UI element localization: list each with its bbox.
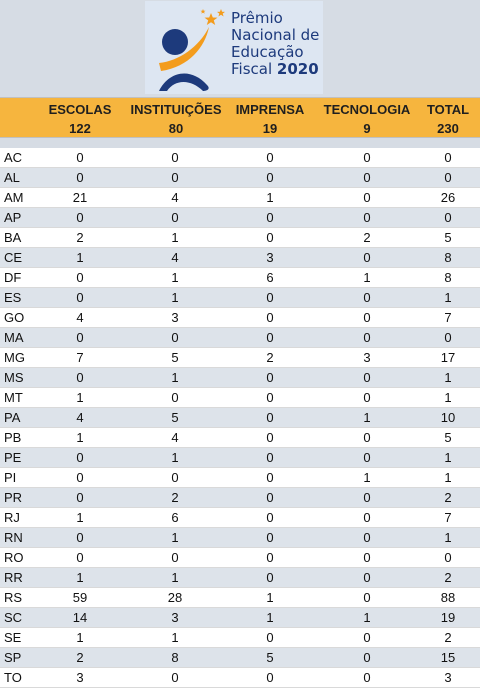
table-row bbox=[0, 148, 480, 168]
table-header bbox=[0, 97, 480, 138]
instituicoes-cell: 0 bbox=[171, 330, 179, 345]
imprensa-cell: 2 bbox=[266, 350, 274, 365]
state-cell: AC bbox=[4, 150, 23, 165]
instituicoes-cell: 1 bbox=[171, 630, 179, 645]
state-cell: RR bbox=[4, 570, 23, 585]
escolas-cell: 0 bbox=[76, 450, 84, 465]
tecnologia-cell: 3 bbox=[363, 350, 371, 365]
tecnologia-cell: 0 bbox=[363, 150, 371, 165]
tecnologia-cell: 0 bbox=[363, 510, 371, 525]
tecnologia-cell: 0 bbox=[363, 370, 371, 385]
imprensa-cell: 0 bbox=[266, 370, 274, 385]
table-row bbox=[0, 288, 480, 308]
header-label: ESCOLAS bbox=[48, 102, 112, 117]
escolas-cell: 0 bbox=[76, 270, 84, 285]
header-tecnologia bbox=[322, 98, 412, 139]
state-cell: MS bbox=[4, 370, 24, 385]
logo-text bbox=[231, 10, 323, 78]
table-row bbox=[0, 268, 480, 288]
tecnologia-cell: 0 bbox=[363, 650, 371, 665]
state-cell: TO bbox=[4, 670, 22, 685]
escolas-cell: 1 bbox=[76, 630, 84, 645]
imprensa-cell: 0 bbox=[266, 530, 274, 545]
header-total: 230 bbox=[437, 121, 459, 136]
table-body bbox=[0, 148, 480, 688]
state-cell: SC bbox=[4, 610, 23, 625]
instituicoes-cell: 1 bbox=[171, 290, 179, 305]
escolas-cell: 0 bbox=[76, 170, 84, 185]
total-cell: 0 bbox=[444, 170, 452, 185]
state-cell: AP bbox=[4, 210, 22, 225]
tecnologia-cell: 0 bbox=[363, 190, 371, 205]
table-row bbox=[0, 608, 480, 628]
logo-line3: Educação bbox=[231, 43, 304, 61]
total-cell: 15 bbox=[440, 650, 456, 665]
instituicoes-cell: 0 bbox=[171, 470, 179, 485]
logo-band bbox=[0, 0, 480, 97]
state-cell: PB bbox=[4, 430, 22, 445]
header-instituicoes bbox=[128, 98, 224, 139]
total-cell: 0 bbox=[444, 550, 452, 565]
header-total: 122 bbox=[69, 121, 91, 136]
header-total: 9 bbox=[363, 121, 371, 136]
tecnologia-cell: 0 bbox=[363, 550, 371, 565]
imprensa-cell: 6 bbox=[266, 270, 274, 285]
imprensa-cell: 0 bbox=[266, 470, 274, 485]
total-cell: 0 bbox=[444, 210, 452, 225]
imprensa-cell: 0 bbox=[266, 450, 274, 465]
table-row bbox=[0, 348, 480, 368]
total-cell: 1 bbox=[444, 530, 452, 545]
imprensa-cell: 3 bbox=[266, 250, 274, 265]
tecnologia-cell: 0 bbox=[363, 590, 371, 605]
state-cell: SP bbox=[4, 650, 22, 665]
total-cell: 1 bbox=[444, 470, 452, 485]
table-row bbox=[0, 628, 480, 648]
tecnologia-cell: 0 bbox=[363, 670, 371, 685]
tecnologia-cell: 0 bbox=[363, 170, 371, 185]
total-cell: 19 bbox=[440, 610, 456, 625]
state-cell: RS bbox=[4, 590, 23, 605]
total-cell: 2 bbox=[444, 570, 452, 585]
state-cell: PE bbox=[4, 450, 22, 465]
state-cell: DF bbox=[4, 270, 22, 285]
header-total-col bbox=[412, 98, 480, 139]
escolas-cell: 59 bbox=[72, 590, 88, 605]
instituicoes-cell: 28 bbox=[167, 590, 183, 605]
table-row bbox=[0, 368, 480, 388]
escolas-cell: 2 bbox=[76, 650, 84, 665]
escolas-cell: 1 bbox=[76, 510, 84, 525]
escolas-cell: 0 bbox=[76, 470, 84, 485]
tecnologia-cell: 1 bbox=[363, 410, 371, 425]
logo-line2: Nacional de bbox=[231, 26, 320, 44]
imprensa-cell: 0 bbox=[266, 290, 274, 305]
state-cell: MA bbox=[4, 330, 24, 345]
tecnologia-cell: 0 bbox=[363, 630, 371, 645]
tecnologia-cell: 0 bbox=[363, 210, 371, 225]
tecnologia-cell: 0 bbox=[363, 290, 371, 305]
logo-line1: Prêmio bbox=[231, 9, 283, 27]
escolas-cell: 0 bbox=[76, 290, 84, 305]
table-row bbox=[0, 248, 480, 268]
state-cell: PR bbox=[4, 490, 23, 505]
tecnologia-cell: 0 bbox=[363, 530, 371, 545]
state-cell: BA bbox=[4, 230, 22, 245]
instituicoes-cell: 0 bbox=[171, 390, 179, 405]
escolas-cell: 14 bbox=[72, 610, 88, 625]
escolas-cell: 4 bbox=[76, 410, 84, 425]
escolas-cell: 2 bbox=[76, 230, 84, 245]
tecnologia-cell: 1 bbox=[363, 270, 371, 285]
total-cell: 26 bbox=[440, 190, 456, 205]
table-row bbox=[0, 508, 480, 528]
logo-year: 2020 bbox=[276, 60, 319, 78]
header-label: INSTITUIÇÕES bbox=[130, 102, 222, 117]
table-row bbox=[0, 168, 480, 188]
instituicoes-cell: 1 bbox=[171, 270, 179, 285]
tecnologia-cell: 0 bbox=[363, 430, 371, 445]
state-cell: PI bbox=[4, 470, 17, 485]
imprensa-cell: 0 bbox=[266, 490, 274, 505]
tecnologia-cell: 1 bbox=[363, 470, 371, 485]
escolas-cell: 3 bbox=[76, 670, 84, 685]
instituicoes-cell: 1 bbox=[171, 370, 179, 385]
instituicoes-cell: 6 bbox=[171, 510, 179, 525]
table-row bbox=[0, 328, 480, 348]
total-cell: 1 bbox=[444, 390, 452, 405]
instituicoes-cell: 1 bbox=[171, 450, 179, 465]
header-total: 19 bbox=[262, 121, 278, 136]
header-total: 80 bbox=[168, 121, 184, 136]
table-row bbox=[0, 228, 480, 248]
state-cell: RJ bbox=[4, 510, 20, 525]
imprensa-cell: 0 bbox=[266, 430, 274, 445]
imprensa-cell: 0 bbox=[266, 210, 274, 225]
instituicoes-cell: 4 bbox=[171, 430, 179, 445]
imprensa-cell: 1 bbox=[266, 190, 274, 205]
imprensa-cell: 0 bbox=[266, 390, 274, 405]
total-cell: 2 bbox=[444, 490, 452, 505]
total-cell: 2 bbox=[444, 630, 452, 645]
imprensa-cell: 0 bbox=[266, 150, 274, 165]
logo-figure-icon bbox=[151, 7, 233, 91]
state-cell: CE bbox=[4, 250, 23, 265]
tecnologia-cell: 1 bbox=[363, 610, 371, 625]
escolas-cell: 1 bbox=[76, 390, 84, 405]
table-row bbox=[0, 208, 480, 228]
imprensa-cell: 5 bbox=[266, 650, 274, 665]
state-cell: AL bbox=[4, 170, 20, 185]
tecnologia-cell: 0 bbox=[363, 390, 371, 405]
instituicoes-cell: 5 bbox=[171, 350, 179, 365]
imprensa-cell: 0 bbox=[266, 510, 274, 525]
state-cell: SE bbox=[4, 630, 22, 645]
escolas-cell: 4 bbox=[76, 310, 84, 325]
tecnologia-cell: 0 bbox=[363, 250, 371, 265]
tecnologia-cell: 0 bbox=[363, 450, 371, 465]
instituicoes-cell: 8 bbox=[171, 650, 179, 665]
instituicoes-cell: 1 bbox=[171, 570, 179, 585]
table-row bbox=[0, 388, 480, 408]
imprensa-cell: 0 bbox=[266, 410, 274, 425]
logo-line4: Fiscal bbox=[231, 60, 273, 78]
instituicoes-cell: 0 bbox=[171, 150, 179, 165]
total-cell: 7 bbox=[444, 310, 452, 325]
escolas-cell: 0 bbox=[76, 550, 84, 565]
state-cell: ES bbox=[4, 290, 22, 305]
header-escolas bbox=[40, 98, 120, 139]
imprensa-cell: 0 bbox=[266, 570, 274, 585]
header-spacer bbox=[0, 138, 480, 148]
total-cell: 1 bbox=[444, 370, 452, 385]
instituicoes-cell: 5 bbox=[171, 410, 179, 425]
instituicoes-cell: 4 bbox=[171, 190, 179, 205]
escolas-cell: 1 bbox=[76, 570, 84, 585]
tecnologia-cell: 0 bbox=[363, 490, 371, 505]
escolas-cell: 1 bbox=[76, 250, 84, 265]
escolas-cell: 7 bbox=[76, 350, 84, 365]
table-row bbox=[0, 528, 480, 548]
table-row bbox=[0, 568, 480, 588]
tecnologia-cell: 0 bbox=[363, 310, 371, 325]
tecnologia-cell: 0 bbox=[363, 330, 371, 345]
header-label: TECNOLOGIA bbox=[323, 102, 411, 117]
state-cell: MG bbox=[4, 350, 25, 365]
escolas-cell: 0 bbox=[76, 530, 84, 545]
table-row bbox=[0, 648, 480, 668]
imprensa-cell: 0 bbox=[266, 550, 274, 565]
total-cell: 17 bbox=[440, 350, 456, 365]
state-cell: PA bbox=[4, 410, 21, 425]
total-cell: 7 bbox=[444, 510, 452, 525]
imprensa-cell: 0 bbox=[266, 630, 274, 645]
table-row bbox=[0, 588, 480, 608]
table-row bbox=[0, 488, 480, 508]
table-row bbox=[0, 448, 480, 468]
total-cell: 5 bbox=[444, 230, 452, 245]
tecnologia-cell: 2 bbox=[363, 230, 371, 245]
total-cell: 10 bbox=[440, 410, 456, 425]
instituicoes-cell: 4 bbox=[171, 250, 179, 265]
total-cell: 88 bbox=[440, 590, 456, 605]
escolas-cell: 1 bbox=[76, 430, 84, 445]
imprensa-cell: 0 bbox=[266, 170, 274, 185]
escolas-cell: 0 bbox=[76, 370, 84, 385]
header-label: TOTAL bbox=[426, 102, 470, 117]
instituicoes-cell: 0 bbox=[171, 210, 179, 225]
table-row bbox=[0, 468, 480, 488]
header-label: IMPRENSA bbox=[235, 102, 305, 117]
state-cell: AM bbox=[4, 190, 24, 205]
state-cell: RN bbox=[4, 530, 23, 545]
imprensa-cell: 1 bbox=[266, 610, 274, 625]
state-cell: GO bbox=[4, 310, 25, 325]
table-row bbox=[0, 408, 480, 428]
instituicoes-cell: 1 bbox=[171, 230, 179, 245]
instituicoes-cell: 3 bbox=[171, 310, 179, 325]
table-row bbox=[0, 548, 480, 568]
table-row bbox=[0, 188, 480, 208]
total-cell: 8 bbox=[444, 250, 452, 265]
total-cell: 0 bbox=[444, 150, 452, 165]
imprensa-cell: 1 bbox=[266, 590, 274, 605]
instituicoes-cell: 0 bbox=[171, 670, 179, 685]
total-cell: 0 bbox=[444, 330, 452, 345]
state-cell: MT bbox=[4, 390, 23, 405]
escolas-cell: 21 bbox=[72, 190, 88, 205]
imprensa-cell: 0 bbox=[266, 310, 274, 325]
imprensa-cell: 0 bbox=[266, 670, 274, 685]
logo bbox=[145, 1, 323, 94]
state-cell: RO bbox=[4, 550, 24, 565]
instituicoes-cell: 0 bbox=[171, 550, 179, 565]
instituicoes-cell: 0 bbox=[171, 170, 179, 185]
total-cell: 1 bbox=[444, 290, 452, 305]
table-row bbox=[0, 428, 480, 448]
tecnologia-cell: 0 bbox=[363, 570, 371, 585]
header-imprensa bbox=[230, 98, 310, 139]
escolas-cell: 0 bbox=[76, 490, 84, 505]
instituicoes-cell: 2 bbox=[171, 490, 179, 505]
total-cell: 1 bbox=[444, 450, 452, 465]
instituicoes-cell: 3 bbox=[171, 610, 179, 625]
table-row bbox=[0, 668, 480, 688]
escolas-cell: 0 bbox=[76, 150, 84, 165]
total-cell: 3 bbox=[444, 670, 452, 685]
instituicoes-cell: 1 bbox=[171, 530, 179, 545]
total-cell: 5 bbox=[444, 430, 452, 445]
total-cell: 8 bbox=[444, 270, 452, 285]
escolas-cell: 0 bbox=[76, 330, 84, 345]
escolas-cell: 0 bbox=[76, 210, 84, 225]
imprensa-cell: 0 bbox=[266, 330, 274, 345]
table-row bbox=[0, 308, 480, 328]
imprensa-cell: 0 bbox=[266, 230, 274, 245]
